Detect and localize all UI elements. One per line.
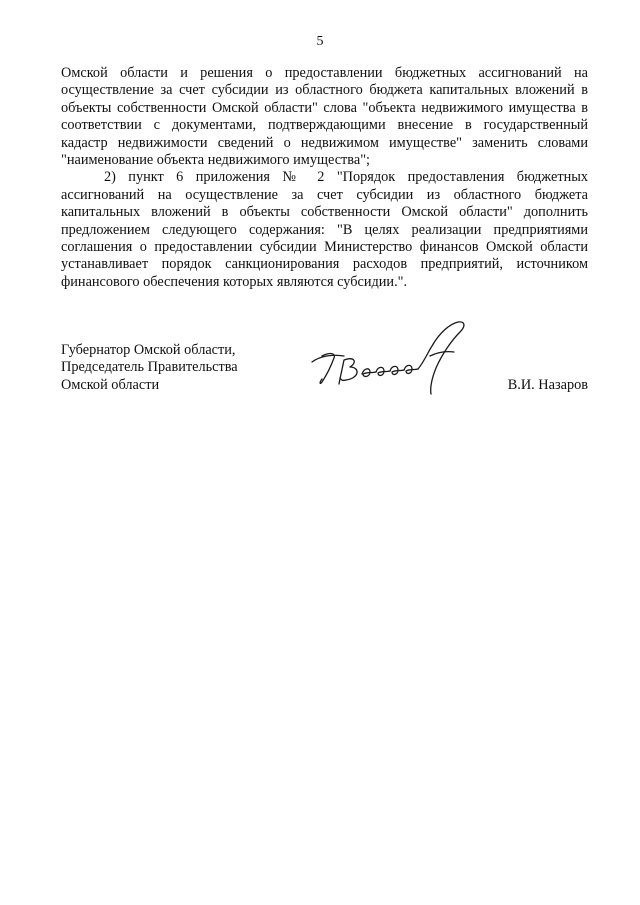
document-body bbox=[61, 65, 588, 291]
signatory-title-line-2: Председатель Правительства bbox=[61, 359, 238, 376]
signatory-title bbox=[61, 342, 238, 394]
page-number: 5 bbox=[316, 34, 324, 49]
signatory-name: В.И. Назаров bbox=[507, 377, 588, 393]
paragraph-continuation: Омской области и решения о предоставлении бюджетных ассигнований на осуществление за счет субсидии из областного бюджета капитальных вложений в объекты собственности Омской области" слова "объекта недвижимого имущества в соответствии с документами, подтверждающими внесение в государственный кадастр недвижимости сведений о недвижимом имуществе" заменить словами "наименование объекта недвижимого имущества"; bbox=[61, 65, 588, 169]
handwritten-signature bbox=[300, 312, 490, 402]
signatory-title-line-3: Омской области bbox=[61, 376, 160, 393]
signatory-title-line-1: Губернатор Омской области, bbox=[61, 342, 236, 358]
paragraph-item-2: 2) пункт 6 приложения № 2 "Порядок предоставления бюджетных ассигнований на осуществление за счет субсидии из областного бюджета капитальных вложений в объекты собственности Омской области" дополнить предложением следующего содержания: "В целях реализации предприятиями соглашения о предоставлении субсидии Министерство финансов Омской области устанавливает порядок санкционирования расходов предприятий, источником финансового обеспечения которых являются субсидии.". bbox=[61, 169, 588, 290]
